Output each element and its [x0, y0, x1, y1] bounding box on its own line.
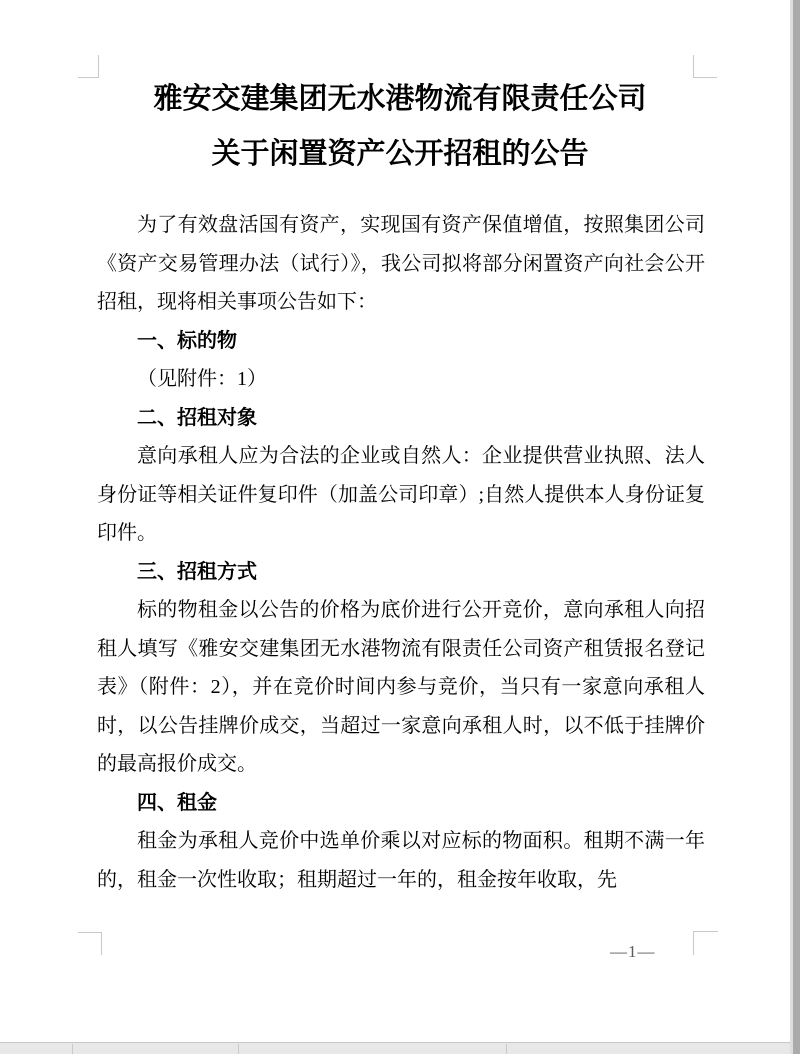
- paragraph-bidding-method: 标的物租金以公告的价格为底价进行公开竞价，意向承租人向招租人填写《雅安交建集团无水港物流有限责任公司资产租赁报名登记表》（附件：2），并在竞价时间内参与竞价，当只有一家意向承租人时，以公告挂牌价成交，当超过一家意向承租人时，以不低于挂牌价的最高报价成交。: [97, 599, 705, 775]
- section-heading-1: 一、标的物: [137, 329, 237, 352]
- vertical-scrollbar[interactable]: [790, 0, 800, 1054]
- section-heading-2: 二、招租对象: [137, 406, 257, 429]
- paragraph-attachment-1: （见附件：1）: [137, 368, 267, 390]
- crop-mark-bottom-left-icon: [78, 932, 102, 955]
- paragraph-lessee-requirements: 意向承租人应为合法的企业或自然人：企业提供营业执照、法人身份证等相关证件复印件（加盖公司印章）;自然人提供本人身份证复印件。: [97, 445, 705, 544]
- status-bar-divider: [506, 1044, 507, 1054]
- paragraph-rent-terms: 租金为承租人竞价中选单价乘以对应标的物面积。租期不满一年的，租金一次性收取；租期超过一年的，租金按年收取，先: [97, 830, 705, 891]
- document-title: [97, 72, 703, 182]
- title-line-2: 关于闲置资产公开招租的公告: [211, 138, 589, 170]
- crop-mark-bottom-right-icon: [693, 931, 718, 955]
- title-line-1: 雅安交建集团无水港物流有限责任公司: [153, 83, 647, 115]
- paragraph-intro: 为了有效盘活国有资产，实现国有资产保值增值，按照集团公司《资产交易管理办法（试行）》，我公司拟将部分闲置资产向社会公开招租，现将相关事项公告如下：: [97, 214, 705, 313]
- document-body: [97, 206, 705, 899]
- page-number: —1—: [610, 942, 656, 961]
- status-bar: [0, 1042, 791, 1054]
- crop-mark-top-left-icon: [78, 55, 99, 78]
- section-heading-3: 三、招租方式: [137, 560, 257, 583]
- status-bar-divider: [238, 1044, 239, 1054]
- status-bar-divider: [72, 1044, 73, 1054]
- section-heading-4: 四、租金: [137, 791, 217, 814]
